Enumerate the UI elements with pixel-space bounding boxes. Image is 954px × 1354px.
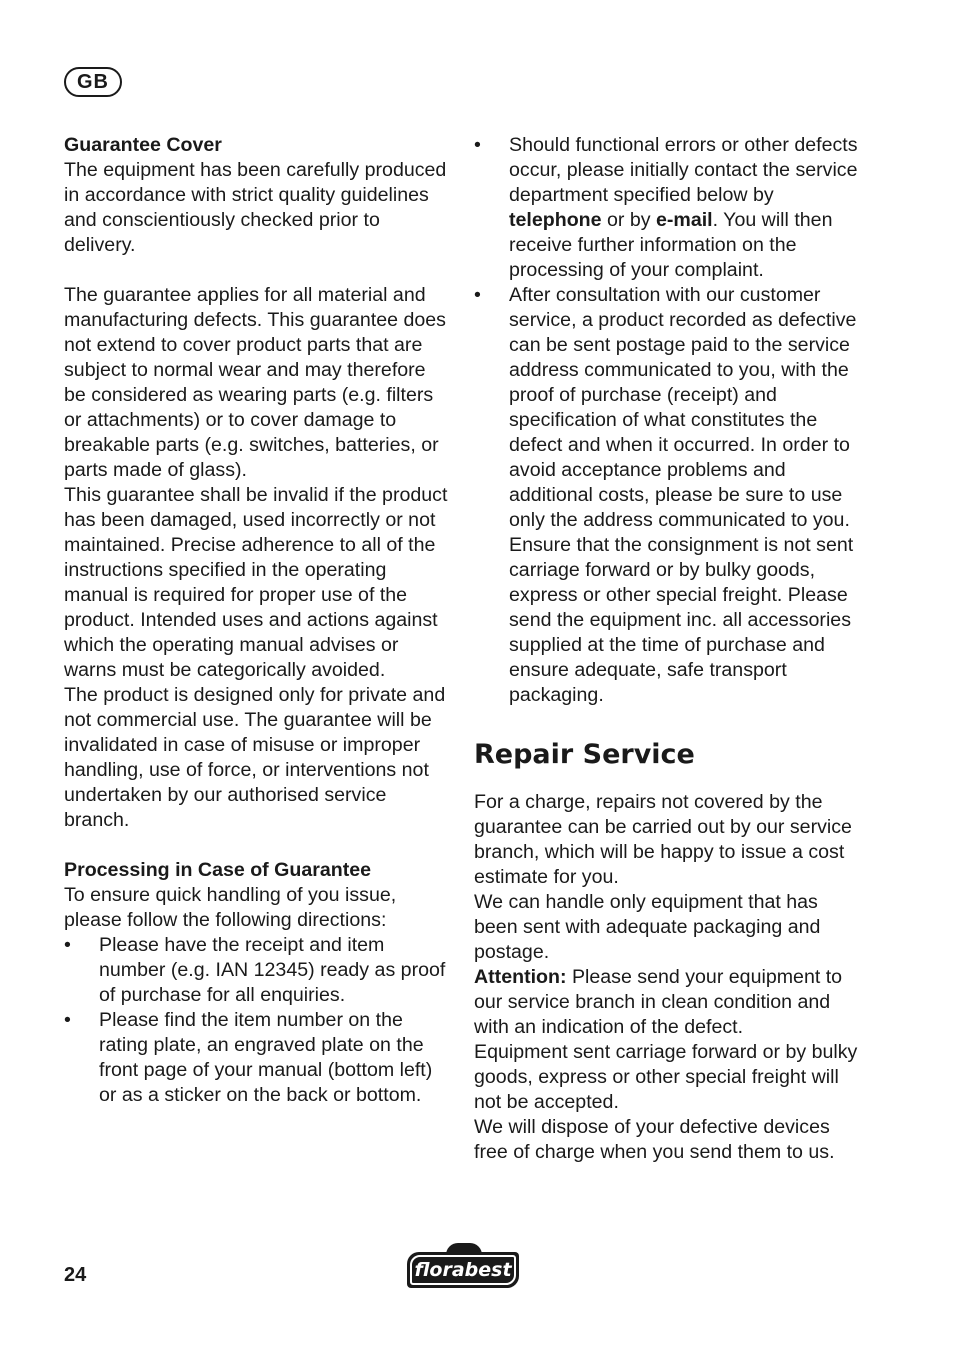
repair-paragraph: For a charge, repairs not covered by the guarantee can be carried out by our service branch, which will be happy to issue a cost estimate for you. [474, 791, 852, 888]
list-item: • After consultation with our customer service, a product recorded as defective can be sent postage paid to the service address communicated to you, with the proof of purchase (receipt) and specification of what constitutes the defect and when it occurred. In order to avoid acceptance problems and additional costs, please be sure to use only the address communicated to you. Ensure that the consignment is not sent carriage forward or by bulky goods, express or other special freight. Please send the equipment inc. all accessories supplied at the time of purchase and ensure adequate, safe transport packaging. [474, 284, 857, 706]
guarantee-invalid: This guarantee shall be invalid if the product has been damaged, used incorrectly or not maintained. Precise adherence to all of the instructions specified in the operating manual is required for proper use of the product. Intended uses and actions against which the operating manual advises or warns must be categorically avoided. [64, 484, 448, 681]
attention-paragraph: Attention: Please send your equipment to our service branch in clean condition and with an indication of the defect. [474, 966, 843, 1038]
guarantee-private: The product is designed only for private and not commercial use. The guarantee will be invalidated in case of misuse or improper handling, use of force, or interventions not undertaken by our authorised service branch. [64, 684, 446, 831]
processing-list [64, 933, 452, 1108]
left-column [64, 133, 452, 1108]
repair-paragraph: We will dispose of your defective devices free of charge when you send them to us. [474, 1116, 835, 1163]
bullet-icon: • [474, 134, 481, 156]
bullet-icon: • [474, 284, 481, 306]
telephone-keyword: telephone [509, 209, 602, 231]
list-item: • Please find the item number on the rating plate, an engraved plate on the front page of your manual (bottom left) or as a sticker on the back or bottom. [64, 1009, 433, 1106]
processing-heading: Processing in Case of Guarantee [64, 859, 372, 881]
page-number: 24 [64, 1264, 87, 1286]
bullet-icon: • [64, 1009, 71, 1031]
repair-paragraph: We can handle only equipment that has been sent with adequate packaging and postage. [474, 891, 821, 963]
florabest-logo [407, 1252, 519, 1288]
guarantee-heading: Guarantee Cover [64, 134, 222, 156]
contact-list [474, 133, 864, 708]
processing-intro: To ensure quick handling of you issue, please follow the following directions: [64, 884, 397, 931]
language-badge: GB [64, 67, 122, 97]
email-keyword: e-mail [656, 209, 713, 231]
repair-paragraph: Equipment sent carriage forward or by bulky goods, express or other special freight will not be accepted. [474, 1041, 858, 1113]
bullet-icon: • [64, 934, 71, 956]
list-item: • Should functional errors or other defects occur, please initially contact the service department specified below by telephone or by e-mail. You will then receive further information on the processing of your complaint. [474, 134, 858, 281]
guarantee-intro: The equipment has been carefully produced in accordance with strict quality guidelines and conscientiously checked prior to delivery. [64, 159, 447, 256]
repair-service-heading: Repair Service [474, 739, 695, 770]
guarantee-scope: The guarantee applies for all material and manufacturing defects. This guarantee does not extend to cover product parts that are subject to normal wear and may therefore be considered as wearing parts (e.g. filters or attachments) or to cover damage to breakable parts (e.g. switches, batteries, or parts made of glass). [64, 284, 446, 481]
attention-label: Attention: [474, 966, 567, 988]
right-column [474, 133, 864, 1165]
logo-text: florabest [410, 1255, 516, 1285]
list-item: • Please have the receipt and item number (e.g. IAN 12345) ready as proof of purchase for all enquiries. [64, 934, 446, 1006]
